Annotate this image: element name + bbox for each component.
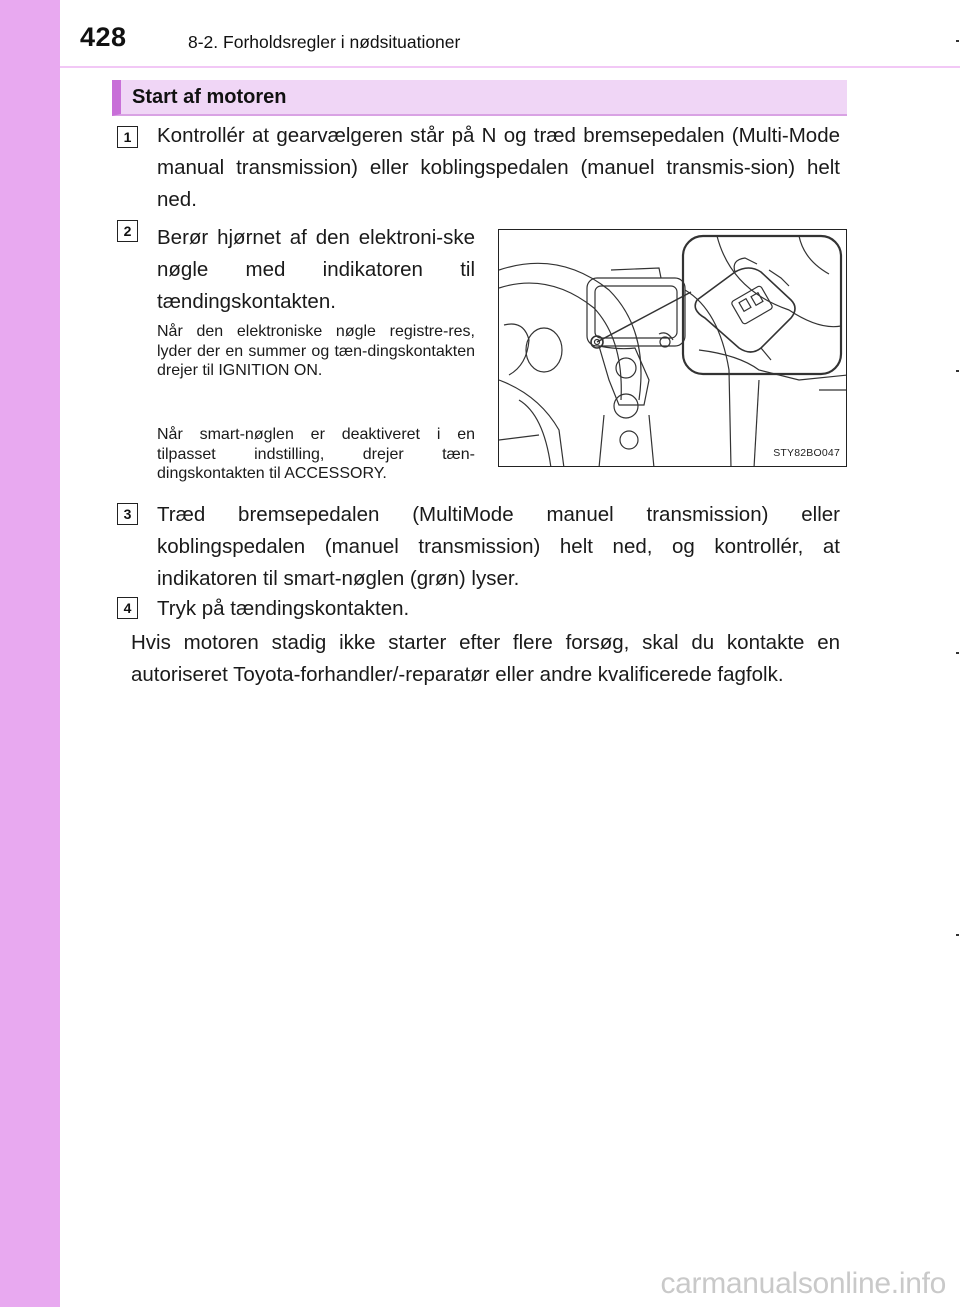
step-3-text: Træd bremsepedalen (MultiMode manuel transmission) eller koblingspedalen (manuel transmission) helt ned, og kontrollér, at indikatoren til smart-nøglen (grøn) lyser. <box>157 503 840 590</box>
watermark-text: carmanualsonline.info <box>660 1267 946 1300</box>
figure-code: STY82BO047 <box>773 447 840 459</box>
section-heading-text: Start af motoren <box>132 86 287 108</box>
step-number-badge: 1 <box>117 126 138 148</box>
step-1-text: Kontrollér at gearvælgeren står på N og træd bremsepedalen (Multi-Mode manual transmission) eller koblingspedalen (manuel transmis-sion) helt ned. <box>157 124 840 211</box>
step-2-note: Når smart-nøglen er deaktiveret i en tilpasset indstilling, drejer tæn-dingskontakten til ACCESSORY. <box>157 426 475 482</box>
step-2-note: Når den elektroniske nøgle registre-res, lyder der en summer og tæn-dingskontakten drejer til IGNITION ON. <box>157 323 475 379</box>
step-number-badge: 3 <box>117 503 138 525</box>
section-heading <box>112 80 847 116</box>
page-number: 428 <box>80 22 127 52</box>
chapter-title: 8-2. Forholdsregler i nødsituationer <box>188 32 461 52</box>
step-2-text: Berør hjørnet af den elektroni-ske nøgle med indikatoren til tændingskontakten. <box>157 226 475 313</box>
side-color-band <box>0 0 60 1307</box>
edge-tick-mark <box>956 40 959 42</box>
step-4-text: Tryk på tændingskontakten. <box>157 597 410 620</box>
step-number-badge: 2 <box>117 220 138 242</box>
edge-tick-mark <box>956 652 959 654</box>
dashboard-illustration <box>498 229 847 467</box>
step-number-badge: 4 <box>117 597 138 619</box>
closing-paragraph: Hvis motoren stadig ikke starter efter flere forsøg, skal du kontakte en autoriseret Toyota-forhandler/-reparatør eller andre kvalificerede fagfolk. <box>131 631 840 686</box>
edge-tick-mark <box>956 934 959 936</box>
dashboard-smart-key-drawing <box>499 230 847 467</box>
edge-tick-mark <box>956 370 959 372</box>
header-divider <box>60 66 960 68</box>
